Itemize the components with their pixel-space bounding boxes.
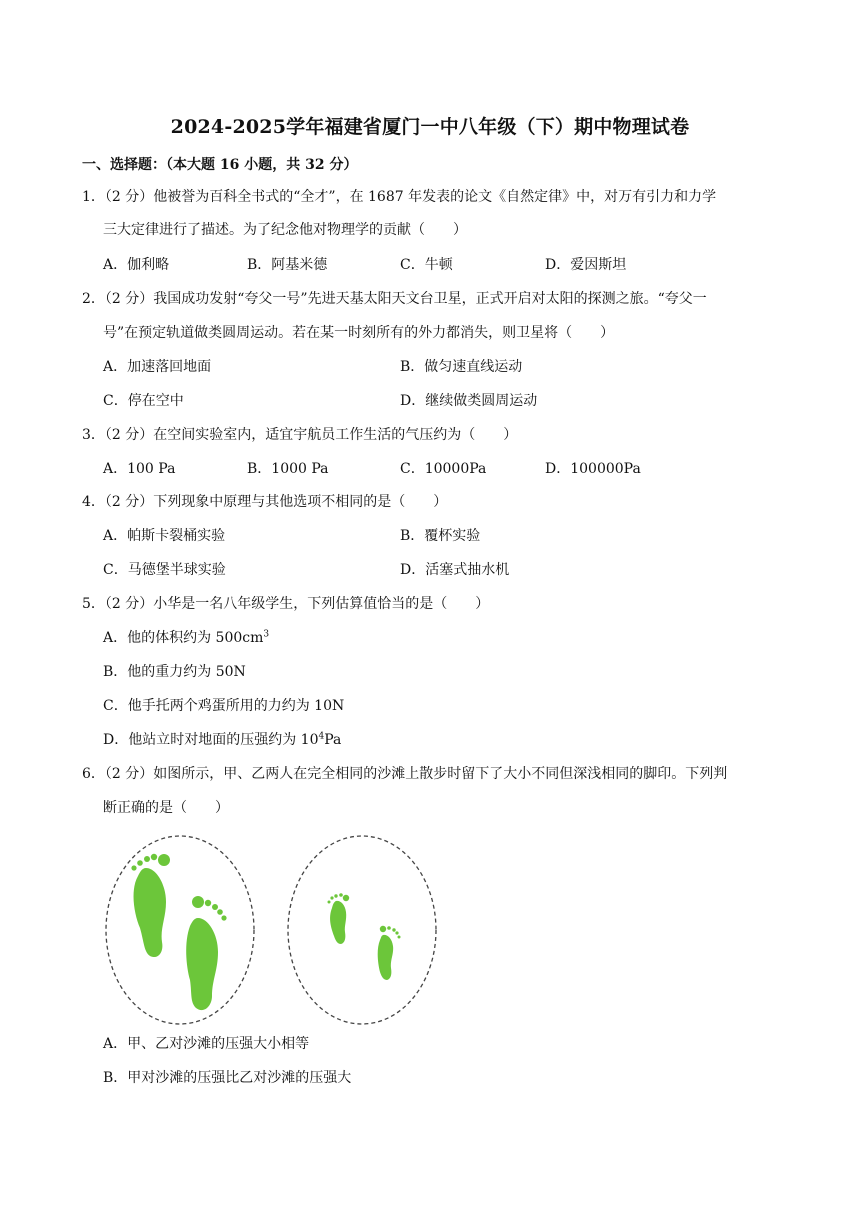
question-5-text: 5．（2 分）小华是一名八年级学生，下列估算值恰当的是（ ） bbox=[82, 596, 490, 612]
q3-option-d: D．100000Pa bbox=[545, 461, 641, 477]
q1-option-d: D．爱因斯坦 bbox=[545, 257, 627, 273]
q2-option-d: D．继续做类圆周运动 bbox=[400, 393, 538, 409]
q5-option-b: B．他的重力约为 50N bbox=[103, 664, 246, 680]
q1-option-a: A．伽利略 bbox=[103, 257, 170, 273]
q4-option-b: B．覆杯实验 bbox=[400, 528, 481, 544]
question-1-text: 1．（2 分）他被誉为百科全书式的“全才”，在 1687 年发表的论文《自然定律》中，对万有引力和力学 bbox=[82, 189, 717, 205]
question-2-text: 2．（2 分）我国成功发射“夸父一号”先进天基太阳天文台卫星，正式开启对太阳的探测之旅。“夸父一 bbox=[82, 291, 707, 307]
footprints-figure bbox=[100, 832, 450, 1028]
q3-option-b: B．1000 Pa bbox=[247, 461, 329, 477]
question-6-text: 6．（2 分）如图所示，甲、乙两人在完全相同的沙滩上散步时留下了大小不同但深浅相同的脚印。下列判 bbox=[82, 766, 728, 782]
dashed-circle-left bbox=[106, 836, 254, 1024]
q2-option-a: A．加速落回地面 bbox=[103, 359, 212, 375]
exam-title: 2024-2025学年福建省厦门一中八年级（下）期中物理试卷 bbox=[170, 116, 690, 138]
figure-jia bbox=[106, 836, 254, 1024]
q2-option-c: C．停在空中 bbox=[103, 393, 184, 409]
section-heading: 一、选择题：（本大题 16 小题，共 32 分） bbox=[82, 157, 358, 173]
q5-option-a: A．他的体积约为 $500cm^3$ bbox=[103, 629, 270, 646]
footprint-icon bbox=[131, 854, 170, 957]
q5-option-c: C．他手托两个鸡蛋所用的力约为 10N bbox=[103, 698, 345, 714]
q4-option-d: D．活塞式抽水机 bbox=[400, 562, 510, 578]
q4-option-c: C．马德堡半球实验 bbox=[103, 562, 226, 578]
question-6-text-cont: 断正确的是（ ） bbox=[103, 800, 229, 816]
q2-option-b: B．做匀速直线运动 bbox=[400, 359, 523, 375]
footprint-icon bbox=[378, 926, 401, 980]
footprint-icon bbox=[186, 896, 226, 1010]
footprint-icon bbox=[328, 893, 350, 944]
superscript: 4 bbox=[318, 731, 325, 742]
q1-option-b: B．阿基米德 bbox=[247, 257, 328, 273]
q4-option-a: A．帕斯卡裂桶实验 bbox=[103, 528, 226, 544]
q3-option-c: C．10000Pa bbox=[400, 461, 487, 477]
question-2-text-cont: 号”在预定轨道做类圆周运动。若在某一时刻所有的外力都消失，则卫星将（ ） bbox=[103, 325, 615, 341]
q3-option-a: A．100 Pa bbox=[103, 461, 176, 477]
question-4-text: 4．（2 分）下列现象中原理与其他选项不相同的是（ ） bbox=[82, 494, 448, 510]
q5-option-d: D．他站立时对地面的压强约为 $10^4Pa$ bbox=[103, 731, 342, 748]
figure-yi bbox=[288, 836, 436, 1024]
q6-option-b: B．甲对沙滩的压强比乙对沙滩的压强大 bbox=[103, 1070, 352, 1086]
superscript: 3 bbox=[263, 629, 270, 640]
question-3-text: 3．（2 分）在空间实验室内，适宜宇航员工作生活的气压约为（ ） bbox=[82, 427, 518, 443]
q1-option-c: C．牛顿 bbox=[400, 257, 453, 273]
q6-option-a: A．甲、乙对沙滩的压强大小相等 bbox=[103, 1036, 310, 1052]
dashed-circle-right bbox=[288, 836, 436, 1024]
question-1-text-cont: 三大定律进行了描述。为了纪念他对物理学的贡献（ ） bbox=[103, 222, 467, 238]
